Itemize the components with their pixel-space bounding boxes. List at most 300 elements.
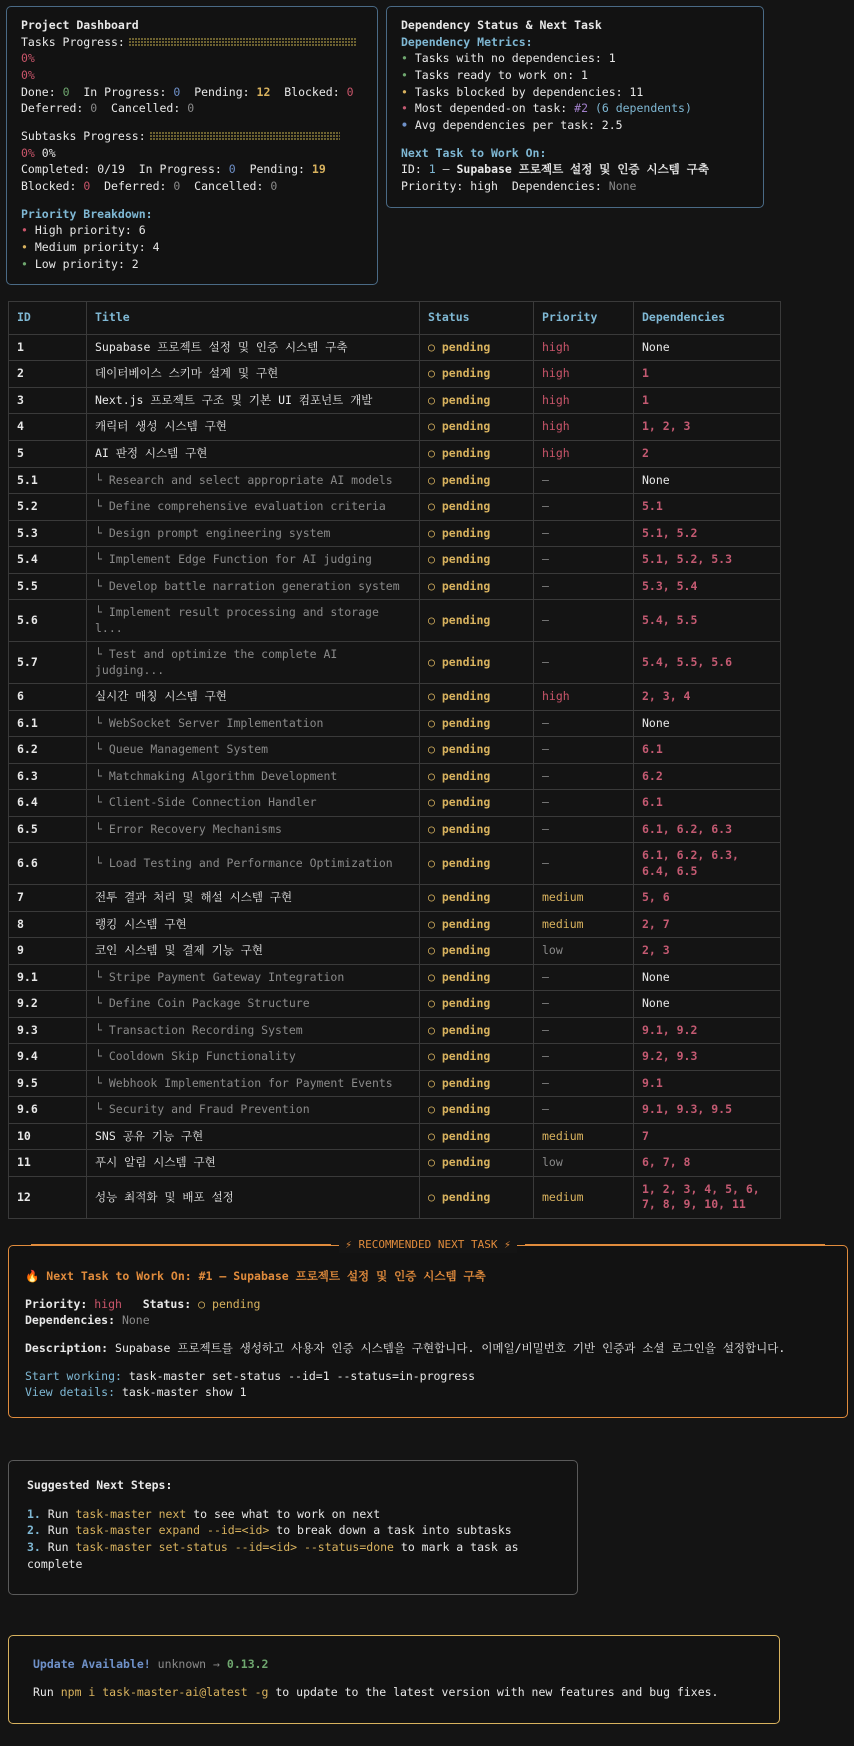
priority-high-text: High priority: 6 <box>34 223 146 238</box>
cancelled-label: Cancelled: <box>111 101 181 116</box>
cell-dependencies: 5.1, 5.2 <box>634 520 781 547</box>
project-dashboard-panel <box>6 6 378 285</box>
recommended-legend-label: ⚡ RECOMMENDED NEXT TASK ⚡ <box>339 1237 517 1253</box>
update-current-version: unknown <box>157 1657 207 1672</box>
cell-status <box>420 790 534 817</box>
cell-status <box>420 642 534 684</box>
cell-dependencies: 2, 3 <box>634 938 781 965</box>
table-row[interactable] <box>9 520 781 547</box>
status-label: pending <box>441 916 491 931</box>
table-row[interactable] <box>9 885 781 912</box>
cell-priority: high <box>534 361 634 388</box>
dependency-status-panel <box>386 6 764 208</box>
table-header-row <box>9 302 781 335</box>
cell-status <box>420 494 534 521</box>
cell-title: └ Define comprehensive evaluation criteria <box>87 494 420 521</box>
cell-dependencies: 5, 6 <box>634 885 781 912</box>
sub-cancelled-label: Cancelled: <box>194 179 264 194</box>
status-circle-icon: ○ <box>428 855 442 870</box>
table-row[interactable] <box>9 737 781 764</box>
sub-pending-label: Pending: <box>249 162 305 177</box>
cell-id: 5.4 <box>9 547 87 574</box>
cell-priority: – <box>534 1044 634 1071</box>
tasks-progress-pct: 0% <box>21 51 35 66</box>
recommended-status-label: Status: <box>142 1296 192 1311</box>
pending-label: Pending: <box>194 84 250 99</box>
status-circle-icon: ○ <box>428 419 442 434</box>
bullet-icon: • <box>21 240 28 255</box>
metric-most-label: Most depended-on task: <box>414 101 568 116</box>
status-label: pending <box>441 472 491 487</box>
cell-dependencies: 6.1 <box>634 790 781 817</box>
table-row[interactable] <box>9 911 781 938</box>
recommended-description-value: Supabase 프로젝트를 생성하고 사용자 인증 시스템을 구현합니다. 이메일/비밀번호 기반 인증과 소셜 로그인을 설정합니다. <box>115 1340 786 1355</box>
step-suffix: to break down a task into subtasks <box>269 1523 512 1538</box>
cell-status <box>420 684 534 711</box>
cell-title: └ Load Testing and Performance Optimization <box>87 843 420 885</box>
cell-title: 전투 결과 처리 및 해설 시스템 구현 <box>87 885 420 912</box>
recommended-view-cmd[interactable]: task-master show 1 <box>121 1385 247 1400</box>
cell-status <box>420 1176 534 1218</box>
update-title-row <box>33 1656 755 1673</box>
table-row[interactable] <box>9 414 781 441</box>
recommended-next-task-section <box>8 1237 848 1418</box>
status-label: pending <box>441 499 491 514</box>
step-number: 2. <box>27 1523 41 1538</box>
next-dash: – <box>442 162 450 177</box>
status-label: pending <box>441 689 491 704</box>
status-label: pending <box>441 890 491 905</box>
status-label: pending <box>441 969 491 984</box>
cell-dependencies: 9.1, 9.3, 9.5 <box>634 1097 781 1124</box>
status-circle-icon: ○ <box>428 768 442 783</box>
cell-title: └ Matchmaking Algorithm Development <box>87 763 420 790</box>
recommended-priority-label: Priority: <box>25 1296 88 1311</box>
cell-status <box>420 1070 534 1097</box>
status-label: pending <box>441 654 491 669</box>
cell-priority: – <box>534 964 634 991</box>
update-title: Update Available! <box>33 1657 151 1672</box>
step-number: 1. <box>27 1506 41 1521</box>
cell-dependencies: 6, 7, 8 <box>634 1150 781 1177</box>
table-row[interactable] <box>9 710 781 737</box>
cell-dependencies: 5.3, 5.4 <box>634 573 781 600</box>
deferred-label: Deferred: <box>21 101 84 116</box>
cell-priority: low <box>534 938 634 965</box>
column-header-dependencies: Dependencies <box>634 302 781 335</box>
cell-priority: high <box>534 387 634 414</box>
status-circle-icon: ○ <box>428 943 442 958</box>
cell-id: 9.2 <box>9 991 87 1018</box>
cell-status <box>420 816 534 843</box>
inprogress-label: In Progress: <box>83 84 167 99</box>
recommended-heading-name: Supabase 프로젝트 설정 및 인증 시스템 구축 <box>233 1268 486 1283</box>
status-circle-icon: ○ <box>428 689 442 704</box>
table-row[interactable] <box>9 361 781 388</box>
flame-icon: 🔥 <box>25 1268 40 1283</box>
status-label: pending <box>441 996 491 1011</box>
cell-status <box>420 991 534 1018</box>
cell-dependencies: None <box>634 467 781 494</box>
recommended-spacer-1 <box>25 1285 831 1296</box>
update-available-panel <box>8 1635 780 1723</box>
table-row[interactable] <box>9 1044 781 1071</box>
cell-dependencies: 5.1 <box>634 494 781 521</box>
status-label: pending <box>441 445 491 460</box>
metric-most-suffix: (6 dependents) <box>594 101 692 116</box>
cell-dependencies: None <box>634 991 781 1018</box>
deferred-value: 0 <box>90 101 98 116</box>
table-row[interactable] <box>9 547 781 574</box>
cell-status <box>420 547 534 574</box>
status-circle-icon: ○ <box>428 1049 442 1064</box>
cell-id: 6.4 <box>9 790 87 817</box>
priority-low-row <box>21 256 363 273</box>
cell-priority: – <box>534 600 634 642</box>
suggested-next-steps-panel <box>8 1460 578 1595</box>
cell-id: 8 <box>9 911 87 938</box>
cell-priority: high <box>534 440 634 467</box>
table-row[interactable] <box>9 938 781 965</box>
cell-priority: – <box>534 1097 634 1124</box>
tasks-counts-row-2 <box>21 100 363 117</box>
cell-id: 6.3 <box>9 763 87 790</box>
cell-title: SNS 공유 기능 구현 <box>87 1123 420 1150</box>
arrow-right-icon: → <box>213 1657 220 1672</box>
status-label: pending <box>441 821 491 836</box>
cell-id: 6.1 <box>9 710 87 737</box>
table-row[interactable] <box>9 1176 781 1218</box>
dashboard-spacer-1 <box>21 117 363 128</box>
update-new-version: 0.13.2 <box>226 1657 269 1672</box>
recommended-deps-label: Dependencies: <box>25 1313 116 1328</box>
sub-blocked-value: 0 <box>83 179 91 194</box>
status-label: pending <box>441 1049 491 1064</box>
next-priority-label: Priority: <box>401 179 464 194</box>
status-circle-icon: ○ <box>428 1189 442 1204</box>
cell-dependencies: 5.4, 5.5, 5.6 <box>634 642 781 684</box>
cell-id: 9.5 <box>9 1070 87 1097</box>
status-label: pending <box>441 1128 491 1143</box>
cell-title: AI 판정 시스템 구현 <box>87 440 420 467</box>
cell-title: Next.js 프로젝트 구조 및 기본 UI 컴포넌트 개발 <box>87 387 420 414</box>
next-task-priority-row <box>401 178 749 195</box>
cell-priority: medium <box>534 1123 634 1150</box>
cell-title: 캐릭터 생성 시스템 구현 <box>87 414 420 441</box>
dependency-title: Dependency Status & Next Task <box>401 18 602 32</box>
cell-status <box>420 361 534 388</box>
table-row[interactable] <box>9 334 781 361</box>
status-circle-icon: ○ <box>428 552 442 567</box>
cell-title: └ Implement result processing and storage l... <box>87 600 420 642</box>
subtasks-progress-bar <box>150 132 340 141</box>
recommended-spacer-2 <box>25 1329 831 1340</box>
blocked-label: Blocked: <box>284 84 340 99</box>
priority-high-row <box>21 222 363 239</box>
table-row[interactable] <box>9 1070 781 1097</box>
sub-blocked-label: Blocked: <box>21 179 77 194</box>
cell-priority: – <box>534 991 634 1018</box>
status-circle-icon: ○ <box>428 890 442 905</box>
subtasks-counts-row-1 <box>21 161 363 178</box>
cell-status <box>420 885 534 912</box>
cell-id: 4 <box>9 414 87 441</box>
cell-title: └ Test and optimize the complete AI judging... <box>87 642 420 684</box>
cell-id: 5.7 <box>9 642 87 684</box>
cell-id: 7 <box>9 885 87 912</box>
recommended-heading-dash: – <box>219 1268 227 1283</box>
step-command[interactable]: task-master expand --id=<id> <box>75 1523 270 1538</box>
cell-title: └ Webhook Implementation for Payment Events <box>87 1070 420 1097</box>
status-circle-icon: ○ <box>198 1296 206 1311</box>
recommended-heading-prefix: Next Task to Work On: <box>46 1268 192 1283</box>
cell-priority: – <box>534 710 634 737</box>
metric-blocked-text: Tasks blocked by dependencies: 11 <box>414 84 644 99</box>
priority-medium-row <box>21 239 363 256</box>
cell-priority: – <box>534 843 634 885</box>
status-circle-icon: ○ <box>428 969 442 984</box>
cell-status <box>420 710 534 737</box>
recommended-deps-row <box>25 1312 831 1329</box>
cell-status <box>420 573 534 600</box>
cell-priority: medium <box>534 1176 634 1218</box>
recommended-deps-value: None <box>121 1313 150 1328</box>
cell-id: 11 <box>9 1150 87 1177</box>
table-row[interactable] <box>9 964 781 991</box>
cell-dependencies: 9.1 <box>634 1070 781 1097</box>
status-label: pending <box>441 768 491 783</box>
cell-status <box>420 938 534 965</box>
cell-status <box>420 520 534 547</box>
status-label: pending <box>441 1155 491 1170</box>
cell-priority: – <box>534 790 634 817</box>
status-label: pending <box>441 1189 491 1204</box>
table-row[interactable] <box>9 1123 781 1150</box>
cell-priority: – <box>534 494 634 521</box>
status-label: pending <box>441 339 491 354</box>
table-row[interactable] <box>9 440 781 467</box>
cell-status <box>420 1097 534 1124</box>
table-row[interactable] <box>9 494 781 521</box>
step-prefix: Run <box>40 1523 76 1538</box>
cell-status <box>420 843 534 885</box>
priority-breakdown-title: Priority Breakdown: <box>21 206 153 221</box>
recommended-priority-value: high <box>94 1296 122 1311</box>
pending-value: 12 <box>256 84 271 99</box>
status-circle-icon: ○ <box>428 499 442 514</box>
cell-id: 6.5 <box>9 816 87 843</box>
recommended-description-row <box>25 1340 831 1357</box>
tasks-progress-pct-wrapped: 0% <box>21 68 35 83</box>
step-number: 3. <box>27 1540 41 1555</box>
status-circle-icon: ○ <box>428 472 442 487</box>
cell-title: └ Stripe Payment Gateway Integration <box>87 964 420 991</box>
cell-priority: – <box>534 642 634 684</box>
table-row[interactable] <box>9 600 781 642</box>
metric-no-deps-text: Tasks with no dependencies: 1 <box>414 51 616 66</box>
metric-avg-row <box>401 117 749 134</box>
cell-dependencies: 1 <box>634 361 781 388</box>
update-run-label: Run <box>33 1685 54 1700</box>
cell-id: 5.1 <box>9 467 87 494</box>
status-circle-icon: ○ <box>428 392 442 407</box>
recommended-heading-row <box>25 1268 831 1285</box>
summary-panels <box>0 0 854 285</box>
cell-status <box>420 964 534 991</box>
cell-id: 9.3 <box>9 1017 87 1044</box>
priority-medium-text: Medium priority: 4 <box>34 240 160 255</box>
table-row[interactable] <box>9 1097 781 1124</box>
status-circle-icon: ○ <box>428 1022 442 1037</box>
cell-title: └ Client-Side Connection Handler <box>87 790 420 817</box>
table-row[interactable] <box>9 684 781 711</box>
cell-dependencies: 5.4, 5.5 <box>634 600 781 642</box>
status-circle-icon: ○ <box>428 795 442 810</box>
cell-title: └ Define Coin Package Structure <box>87 991 420 1018</box>
cell-dependencies: 2, 3, 4 <box>634 684 781 711</box>
cell-priority: – <box>534 1070 634 1097</box>
recommended-status-value: pending <box>212 1296 261 1311</box>
sub-pending-value: 19 <box>311 162 326 177</box>
status-label: pending <box>441 1102 491 1117</box>
recommended-next-task-panel <box>8 1245 848 1418</box>
cell-dependencies: 2, 7 <box>634 911 781 938</box>
recommended-priority-row <box>25 1296 831 1313</box>
next-task-name: Supabase 프로젝트 설정 및 인증 시스템 구축 <box>456 162 709 177</box>
step-command[interactable]: task-master set-status --id=<id> --status=done <box>75 1540 394 1555</box>
status-label: pending <box>441 552 491 567</box>
status-circle-icon: ○ <box>428 339 442 354</box>
update-command[interactable]: npm i task-master-ai@latest -g <box>60 1685 269 1700</box>
cell-title: 코인 시스템 및 결제 기능 구현 <box>87 938 420 965</box>
table-row[interactable] <box>9 1150 781 1177</box>
table-row[interactable] <box>9 467 781 494</box>
table-row[interactable] <box>9 642 781 684</box>
completed-value: 0/19 <box>97 162 125 177</box>
cell-id: 9.1 <box>9 964 87 991</box>
cell-status <box>420 911 534 938</box>
metric-no-deps-row <box>401 50 749 67</box>
cell-priority: – <box>534 520 634 547</box>
status-circle-icon: ○ <box>428 366 442 381</box>
metric-most-depended-row <box>401 100 749 117</box>
table-row[interactable] <box>9 991 781 1018</box>
cell-id: 3 <box>9 387 87 414</box>
recommended-start-row <box>25 1368 831 1385</box>
cell-title: 성능 최적화 및 배포 설정 <box>87 1176 420 1218</box>
cell-status <box>420 414 534 441</box>
done-label: Done: <box>21 84 56 99</box>
cell-dependencies: None <box>634 710 781 737</box>
status-label: pending <box>441 1075 491 1090</box>
dashboard-title: Project Dashboard <box>21 18 139 32</box>
bullet-icon: • <box>401 68 408 83</box>
list-item <box>27 1539 559 1572</box>
recommended-start-cmd[interactable]: task-master set-status --id=1 --status=in-progress <box>128 1368 476 1383</box>
column-header-status: Status <box>420 302 534 335</box>
status-label: pending <box>441 525 491 540</box>
recommended-start-label: Start working: <box>25 1368 122 1383</box>
cell-status <box>420 467 534 494</box>
cell-priority: – <box>534 1017 634 1044</box>
cell-priority: medium <box>534 911 634 938</box>
inprogress-value: 0 <box>173 84 181 99</box>
cell-title: └ Design prompt engineering system <box>87 520 420 547</box>
tasks-counts-row-1 <box>21 84 363 101</box>
cell-dependencies: 9.2, 9.3 <box>634 1044 781 1071</box>
cell-title: 푸시 알림 시스템 구현 <box>87 1150 420 1177</box>
cell-priority: low <box>534 1150 634 1177</box>
table-row[interactable] <box>9 573 781 600</box>
cell-id: 5 <box>9 440 87 467</box>
table-row[interactable] <box>9 1017 781 1044</box>
recommended-spacer-3 <box>25 1357 831 1368</box>
status-circle-icon: ○ <box>428 525 442 540</box>
metric-blocked-row <box>401 84 749 101</box>
table-row[interactable] <box>9 790 781 817</box>
cell-title: Supabase 프로젝트 설정 및 인증 시스템 구축 <box>87 334 420 361</box>
cell-id: 1 <box>9 334 87 361</box>
list-item <box>27 1522 559 1539</box>
status-label: pending <box>441 855 491 870</box>
metric-avg-text: Avg dependencies per task: 2.5 <box>414 118 623 133</box>
subtasks-counts-row-2 <box>21 178 363 195</box>
status-circle-icon: ○ <box>428 578 442 593</box>
cell-status <box>420 1044 534 1071</box>
table-row[interactable] <box>9 387 781 414</box>
priority-low-text: Low priority: 2 <box>34 256 139 271</box>
cell-id: 5.5 <box>9 573 87 600</box>
recommended-heading-id: #1 <box>198 1268 213 1283</box>
table-row[interactable] <box>9 843 781 885</box>
table-row[interactable] <box>9 763 781 790</box>
status-circle-icon: ○ <box>428 654 442 669</box>
step-prefix: Run <box>40 1540 76 1555</box>
suggested-next-steps-list <box>27 1506 559 1573</box>
tasks-table <box>8 301 781 1219</box>
cell-title: └ Transaction Recording System <box>87 1017 420 1044</box>
cell-priority: – <box>534 816 634 843</box>
step-command[interactable]: task-master next <box>75 1506 187 1521</box>
status-label: pending <box>441 578 491 593</box>
status-circle-icon: ○ <box>428 445 442 460</box>
table-row[interactable] <box>9 816 781 843</box>
cell-dependencies: 7 <box>634 1123 781 1150</box>
completed-label: Completed: <box>21 162 91 177</box>
cell-dependencies: None <box>634 334 781 361</box>
cell-status <box>420 600 534 642</box>
sub-cancelled-value: 0 <box>270 179 278 194</box>
bullet-icon: • <box>401 84 408 99</box>
tasks-progress-bar <box>129 38 357 47</box>
tasks-progress-label: Tasks Progress: <box>21 34 125 49</box>
status-circle-icon: ○ <box>428 1075 442 1090</box>
cell-dependencies: 6.1, 6.2, 6.3 <box>634 816 781 843</box>
cell-dependencies: 9.1, 9.2 <box>634 1017 781 1044</box>
update-trailer: to update to the latest version with new features and bug fixes. <box>275 1685 719 1700</box>
cell-id: 6 <box>9 684 87 711</box>
cell-id: 9 <box>9 938 87 965</box>
cell-id: 6.2 <box>9 737 87 764</box>
cell-priority: – <box>534 467 634 494</box>
cell-priority: – <box>534 737 634 764</box>
step-suffix: to mark a task as complete <box>27 1540 526 1571</box>
tasks-table-body <box>9 334 781 1218</box>
cell-status <box>420 1150 534 1177</box>
subtasks-pct-b: 0% <box>41 145 56 160</box>
cell-priority: high <box>534 684 634 711</box>
sub-deferred-value: 0 <box>173 179 181 194</box>
